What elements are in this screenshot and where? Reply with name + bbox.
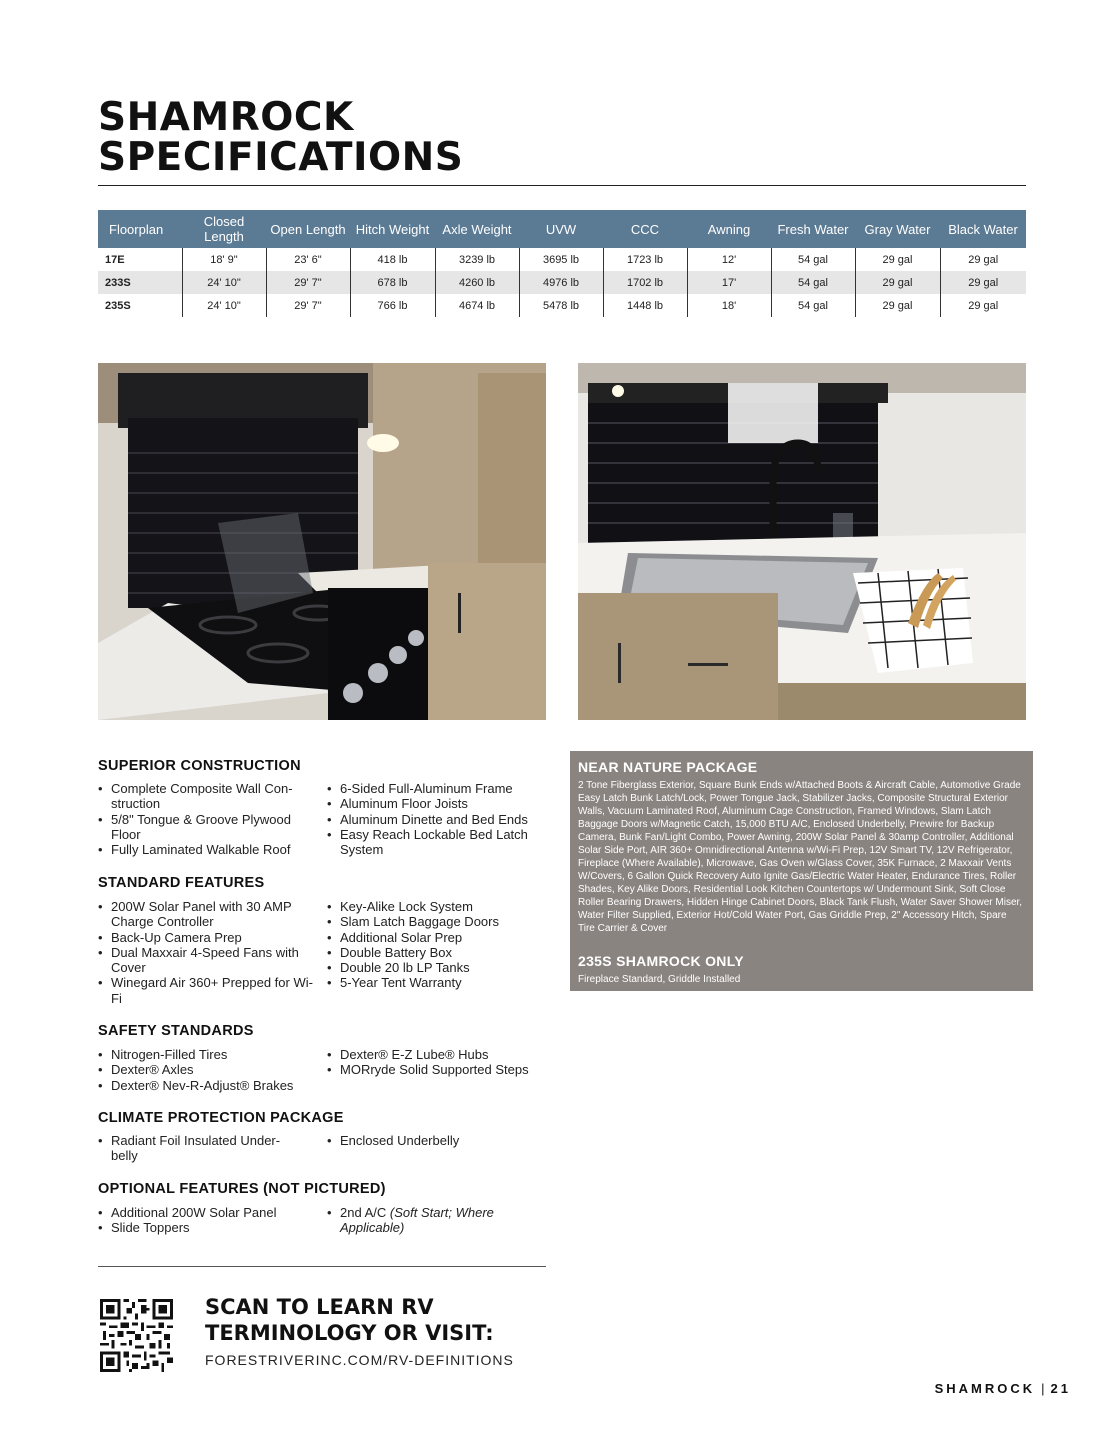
- list-item: • Double 20 lb LP Tanks: [327, 960, 549, 975]
- table-body: [98, 248, 1026, 317]
- table-cell: 5478 lb: [519, 294, 603, 317]
- table-cell: 1448 lb: [603, 294, 687, 317]
- list-item: • Easy Reach Lockable Bed Latch System: [327, 827, 549, 858]
- climate-protection-title: CLIMATE PROTECTION PACKAGE: [98, 1110, 344, 1126]
- list-item: • Slide Toppers: [98, 1220, 320, 1235]
- list-item: • 6-Sided Full-Aluminum Frame: [327, 781, 549, 796]
- column-header: Open Length: [266, 210, 350, 248]
- list-item: • Key-Alike Lock System: [327, 899, 549, 914]
- list-item: • Dexter® Nev-R-Adjust® Brakes: [98, 1078, 320, 1093]
- shamrock-235s-description: Fireplace Standard, Griddle Installed: [578, 974, 741, 985]
- table-cell: 29 gal: [855, 271, 940, 294]
- rv-definitions-link[interactable]: FORESTRIVERINC.COM/RV-DEFINITIONS: [205, 1352, 514, 1368]
- footer-separator: |: [1041, 1381, 1045, 1396]
- column-header: Closed Length: [182, 210, 266, 248]
- table-cell: 24' 10": [182, 271, 266, 294]
- floorplan-cell: 235S: [105, 299, 131, 312]
- list-item: • Additional Solar Prep: [327, 930, 549, 945]
- table-cell: 3239 lb: [435, 248, 519, 271]
- table-cell: 29 gal: [855, 248, 940, 271]
- list-item: • Dexter® Axles: [98, 1062, 320, 1077]
- table-cell: 4674 lb: [435, 294, 519, 317]
- table-header-row: [98, 210, 1026, 248]
- footer-brand: SHAMROCK: [934, 1381, 1036, 1396]
- scan-heading: SCAN TO LEARN RV TERMINOLOGY OR VISIT:: [205, 1295, 494, 1345]
- table-cell: 17': [687, 271, 771, 294]
- list-item: • Dual Maxxair 4-Speed Fans with Cover: [98, 945, 320, 976]
- column-header: Floorplan: [98, 210, 182, 248]
- shamrock-235s-title: 235S SHAMROCK ONLY: [578, 953, 744, 969]
- page-title: [98, 95, 464, 180]
- list-item: • Radiant Foil Insulated Under-belly: [98, 1133, 303, 1164]
- list-item: • 5-Year Tent Warranty: [327, 975, 549, 990]
- table-cell: 29 gal: [940, 294, 1026, 317]
- table-cell: 54 gal: [771, 271, 855, 294]
- table-cell: 418 lb: [350, 248, 435, 271]
- table-cell: 29 gal: [855, 294, 940, 317]
- list-item: • Dexter® E-Z Lube® Hubs: [327, 1047, 549, 1062]
- list-item: • 5/8" Tongue & Groove Plywood Floor: [98, 812, 320, 843]
- table-cell: 766 lb: [350, 294, 435, 317]
- qr-code-icon[interactable]: [100, 1299, 173, 1372]
- table-cell: 24' 10": [182, 294, 266, 317]
- page-footer: [935, 1381, 1071, 1396]
- near-nature-title: NEAR NATURE PACKAGE: [578, 759, 758, 775]
- column-header: Hitch Weight: [350, 210, 435, 248]
- column-header: Axle Weight: [435, 210, 519, 248]
- standard-col1-list: [98, 899, 320, 1006]
- kitchen-sink-photo: [578, 363, 1026, 720]
- list-item: • Nitrogen-Filled Tires: [98, 1047, 320, 1062]
- title-line-1: SHAMROCK: [98, 95, 354, 140]
- scan-divider: [98, 1266, 546, 1267]
- optional-ac-note: (Soft Start; Where Applicable): [340, 1205, 494, 1236]
- superior-construction-title: SUPERIOR CONSTRUCTION: [98, 758, 301, 774]
- table-cell: 29 gal: [940, 271, 1026, 294]
- table-cell: 54 gal: [771, 248, 855, 271]
- list-item: • Complete Composite Wall Con-struction: [98, 781, 320, 812]
- standard-col2-list: [327, 899, 549, 991]
- table-cell: 29 gal: [940, 248, 1026, 271]
- climate-col2-list: [327, 1133, 549, 1148]
- title-line-2: SPECIFICATIONS: [98, 135, 464, 180]
- list-item: • Aluminum Floor Joists: [327, 796, 549, 811]
- column-header: Gray Water: [855, 210, 940, 248]
- list-item: • Enclosed Underbelly: [327, 1133, 549, 1148]
- list-item: • 200W Solar Panel with 30 AMP Charge Controller: [98, 899, 320, 930]
- near-nature-description: 2 Tone Fiberglass Exterior, Square Bunk Ends w/Attached Boots & Aircraft Cable, Automotive Grade Easy Latch Bunk Latch/Lock, Power Tongue Jack, Stabilizer Jacks, Composite Structural Exterior Walls, Vacuum Laminated Roof, Aluminum Cage Construction, Framed Windows, Slam Latch Baggage Doors w/Magnetic Catch, 15,000 BTU A/C, Enclosed Underbelly, Prewire for Backup Camera, Bunk Fan/Light Combo, Power Awning, 200W Solar Panel & 30amp Controller, Additional Solar Side Port, AIR 360+ Omnidirectional Antenna w/Wi-Fi Prep, 12V Smart TV, 12V Refrigerator, Fireplace (Where Available), Microwave, Gas Oven w/Glass Cover, 35K Furnace, 2 Maxxair Vents W/Covers, 6 Gallon Quick Recovery Auto Ignite Gas/Electric Water Heater, Endurance Tires, Roller Shades, Key Alike Doors, Residential Look Kitchen Countertops w/ Undermount Sink, Soft Close Roller Bearing Drawers, Hidden Hinge Cabinet Doors, Black Tank Flush, Water Saver Shower Miser, Water Filter Supplied, Exterior Hot/Cold Water Port, Gas Griddle Prep, 2" Accessory Hitch, Spare Tire Carrier & Cover: [578, 780, 1023, 934]
- list-item: [327, 1205, 527, 1236]
- table-cell: 18': [687, 294, 771, 317]
- optional-col2-list: [327, 1205, 527, 1236]
- table-cell: 23' 6": [266, 248, 350, 271]
- safety-col1-list: [98, 1047, 320, 1093]
- table-cell: 678 lb: [350, 271, 435, 294]
- table-row: [98, 271, 1026, 294]
- table-row: [98, 294, 1026, 317]
- specifications-table: [98, 210, 1026, 317]
- list-item: • Double Battery Box: [327, 945, 549, 960]
- kitchen-stove-photo: [98, 363, 546, 720]
- table-cell: 29' 7": [266, 271, 350, 294]
- list-item: • Winegard Air 360+ Prepped for Wi-Fi: [98, 975, 320, 1006]
- column-header: Awning: [687, 210, 771, 248]
- table-cell: 54 gal: [771, 294, 855, 317]
- optional-ac-label: 2nd A/C: [340, 1205, 390, 1220]
- title-divider: [98, 185, 1026, 186]
- standard-features-title: STANDARD FEATURES: [98, 875, 265, 891]
- list-item: • Back-Up Camera Prep: [98, 930, 320, 945]
- superior-col1-list: [98, 781, 320, 857]
- table-row: [98, 248, 1026, 271]
- table-cell: 1723 lb: [603, 248, 687, 271]
- table-cell: 3695 lb: [519, 248, 603, 271]
- optional-col1-list: [98, 1205, 320, 1236]
- table-cell: 18' 9": [182, 248, 266, 271]
- list-item: • Additional 200W Solar Panel: [98, 1205, 320, 1220]
- table-cell: 12': [687, 248, 771, 271]
- superior-col2-list: [327, 781, 549, 857]
- safety-standards-title: SAFETY STANDARDS: [98, 1023, 254, 1039]
- list-item: • Aluminum Dinette and Bed Ends: [327, 812, 549, 827]
- table-cell: 1702 lb: [603, 271, 687, 294]
- list-item: • Fully Laminated Walkable Roof: [98, 842, 320, 857]
- list-item: • MORryde Solid Supported Steps: [327, 1062, 549, 1077]
- floorplan-cell: 17E: [105, 253, 125, 266]
- table-cell: 4976 lb: [519, 271, 603, 294]
- floorplan-cell: 233S: [98, 271, 182, 294]
- table-cell: 4260 lb: [435, 271, 519, 294]
- list-item: • Slam Latch Baggage Doors: [327, 914, 549, 929]
- page-number: 21: [1050, 1381, 1071, 1396]
- climate-col1-list: [98, 1133, 303, 1164]
- column-header: Black Water: [940, 210, 1026, 248]
- safety-col2-list: [327, 1047, 549, 1078]
- column-header: CCC: [603, 210, 687, 248]
- column-header: UVW: [519, 210, 603, 248]
- optional-features-title: OPTIONAL FEATURES (NOT PICTURED): [98, 1181, 386, 1197]
- near-nature-package-box: [570, 751, 1033, 991]
- column-header: Fresh Water: [771, 210, 855, 248]
- table-cell: 29' 7": [266, 294, 350, 317]
